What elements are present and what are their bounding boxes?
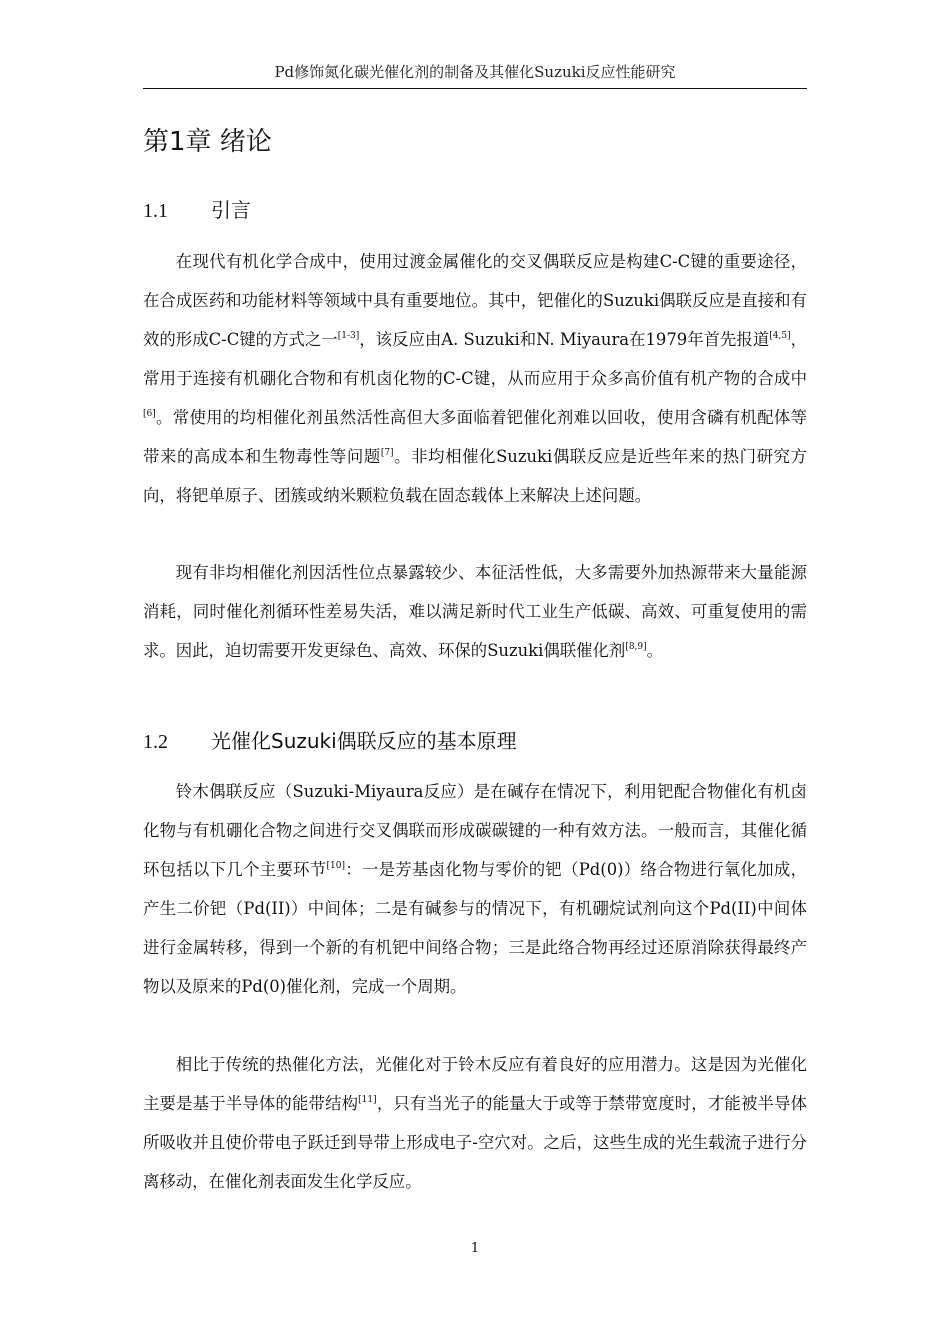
citation: [8,9]	[625, 642, 647, 652]
paragraph-text: 现有非均相催化剂因活性位点暴露较少、本征活性低，大多需要外加热源带来大量能源消耗，同时催化剂循环性差易失活，难以满足新时代工业生产低碳、高效、可重复使用的需求。因此，迫切需要开发更绿色、高效、环保的Suzuki偶联催化剂	[143, 563, 807, 660]
paragraph-intro-1	[143, 242, 807, 515]
paragraph-text: ，常用于连接有机硼化合物和有机卤化物的C-C键，从而应用于众多高价值有机产物的合成中	[143, 330, 807, 388]
paragraph-principle-2	[143, 1045, 807, 1201]
section-number: 1.1	[143, 200, 168, 222]
header-rule	[143, 88, 807, 89]
paragraph-text: ，该反应由A. Suzuki和N. Miyaura在1979年首先报道	[359, 330, 770, 349]
section-heading-1-2	[143, 724, 517, 759]
paragraph-text: 铃木偶联反应（Suzuki-Miyaura反应）是在碱存在情况下，利用钯配合物催化有机卤化物与有机硼化合物之间进行交叉偶联而形成碳碳键的一种有效方法。一般而言，其催化循环包括以下几个主要环节	[143, 782, 807, 879]
paragraph-text: 在现代有机化学合成中，使用过渡金属催化的交叉偶联反应是构建C-C键的重要途径，在合成医药和功能材料等领域中具有重要地位。其中，钯催化的Suzuki偶联反应是直接和有效的形成C-C键的方式之一	[143, 252, 807, 349]
section-heading-1-1	[143, 193, 251, 228]
section-number: 1.2	[143, 731, 168, 753]
running-header: Pd修饰氮化碳光催化剂的制备及其催化Suzuki反应性能研究	[274, 63, 676, 81]
page-number: 1	[470, 1241, 480, 1256]
citation: [6]	[143, 409, 156, 419]
paragraph-text: 。	[646, 641, 664, 660]
citation: [10]	[326, 861, 345, 871]
citation: [4,5]	[769, 331, 791, 341]
paragraph-text: 。非均相催化Suzuki偶联反应是近些年来的热门研究方向，将钯单原子、团簇或纳米颗粒负载在固态载体上来解决上述问题。	[143, 447, 808, 505]
paragraph-text: 相比于传统的热催化方法，光催化对于铃木反应有着良好的应用潜力。这是因为光催化主要是基于半导体的能带结构	[143, 1055, 807, 1113]
section-title: 光催化Suzuki偶联反应的基本原理	[211, 729, 517, 753]
section-title: 引言	[211, 198, 251, 222]
chapter-title: 第1章 绪论	[143, 127, 272, 157]
paragraph-principle-1	[143, 772, 807, 1006]
paragraph-intro-2	[143, 553, 807, 670]
paragraph-text: 。常使用的均相催化剂虽然活性高但大多面临着钯催化剂难以回收，使用含磷有机配体等带来的高成本和生物毒性等问题	[143, 408, 807, 466]
paragraph-text: ：一是芳基卤化物与零价的钯（Pd(0)）络合物进行氧化加成，产生二价钯（Pd(II)）中间体；二是有碱参与的情况下，有机硼烷试剂向这个Pd(II)中间体进行金属转移，得到一个新的有机钯中间络合物；三是此络合物再经过还原消除获得最终产物以及原来的Pd(0)催化剂，完成一个周期。	[143, 860, 807, 996]
citation: [1-3]	[337, 331, 360, 341]
citation: [7]	[380, 448, 394, 458]
paragraph-text: ，只有当光子的能量大于或等于禁带宽度时，才能被半导体所吸收并且使价带电子跃迁到导带上形成电子-空穴对。之后，这些生成的光生载流子进行分离移动，在催化剂表面发生化学反应。	[143, 1094, 807, 1191]
citation: [11]	[358, 1095, 377, 1105]
